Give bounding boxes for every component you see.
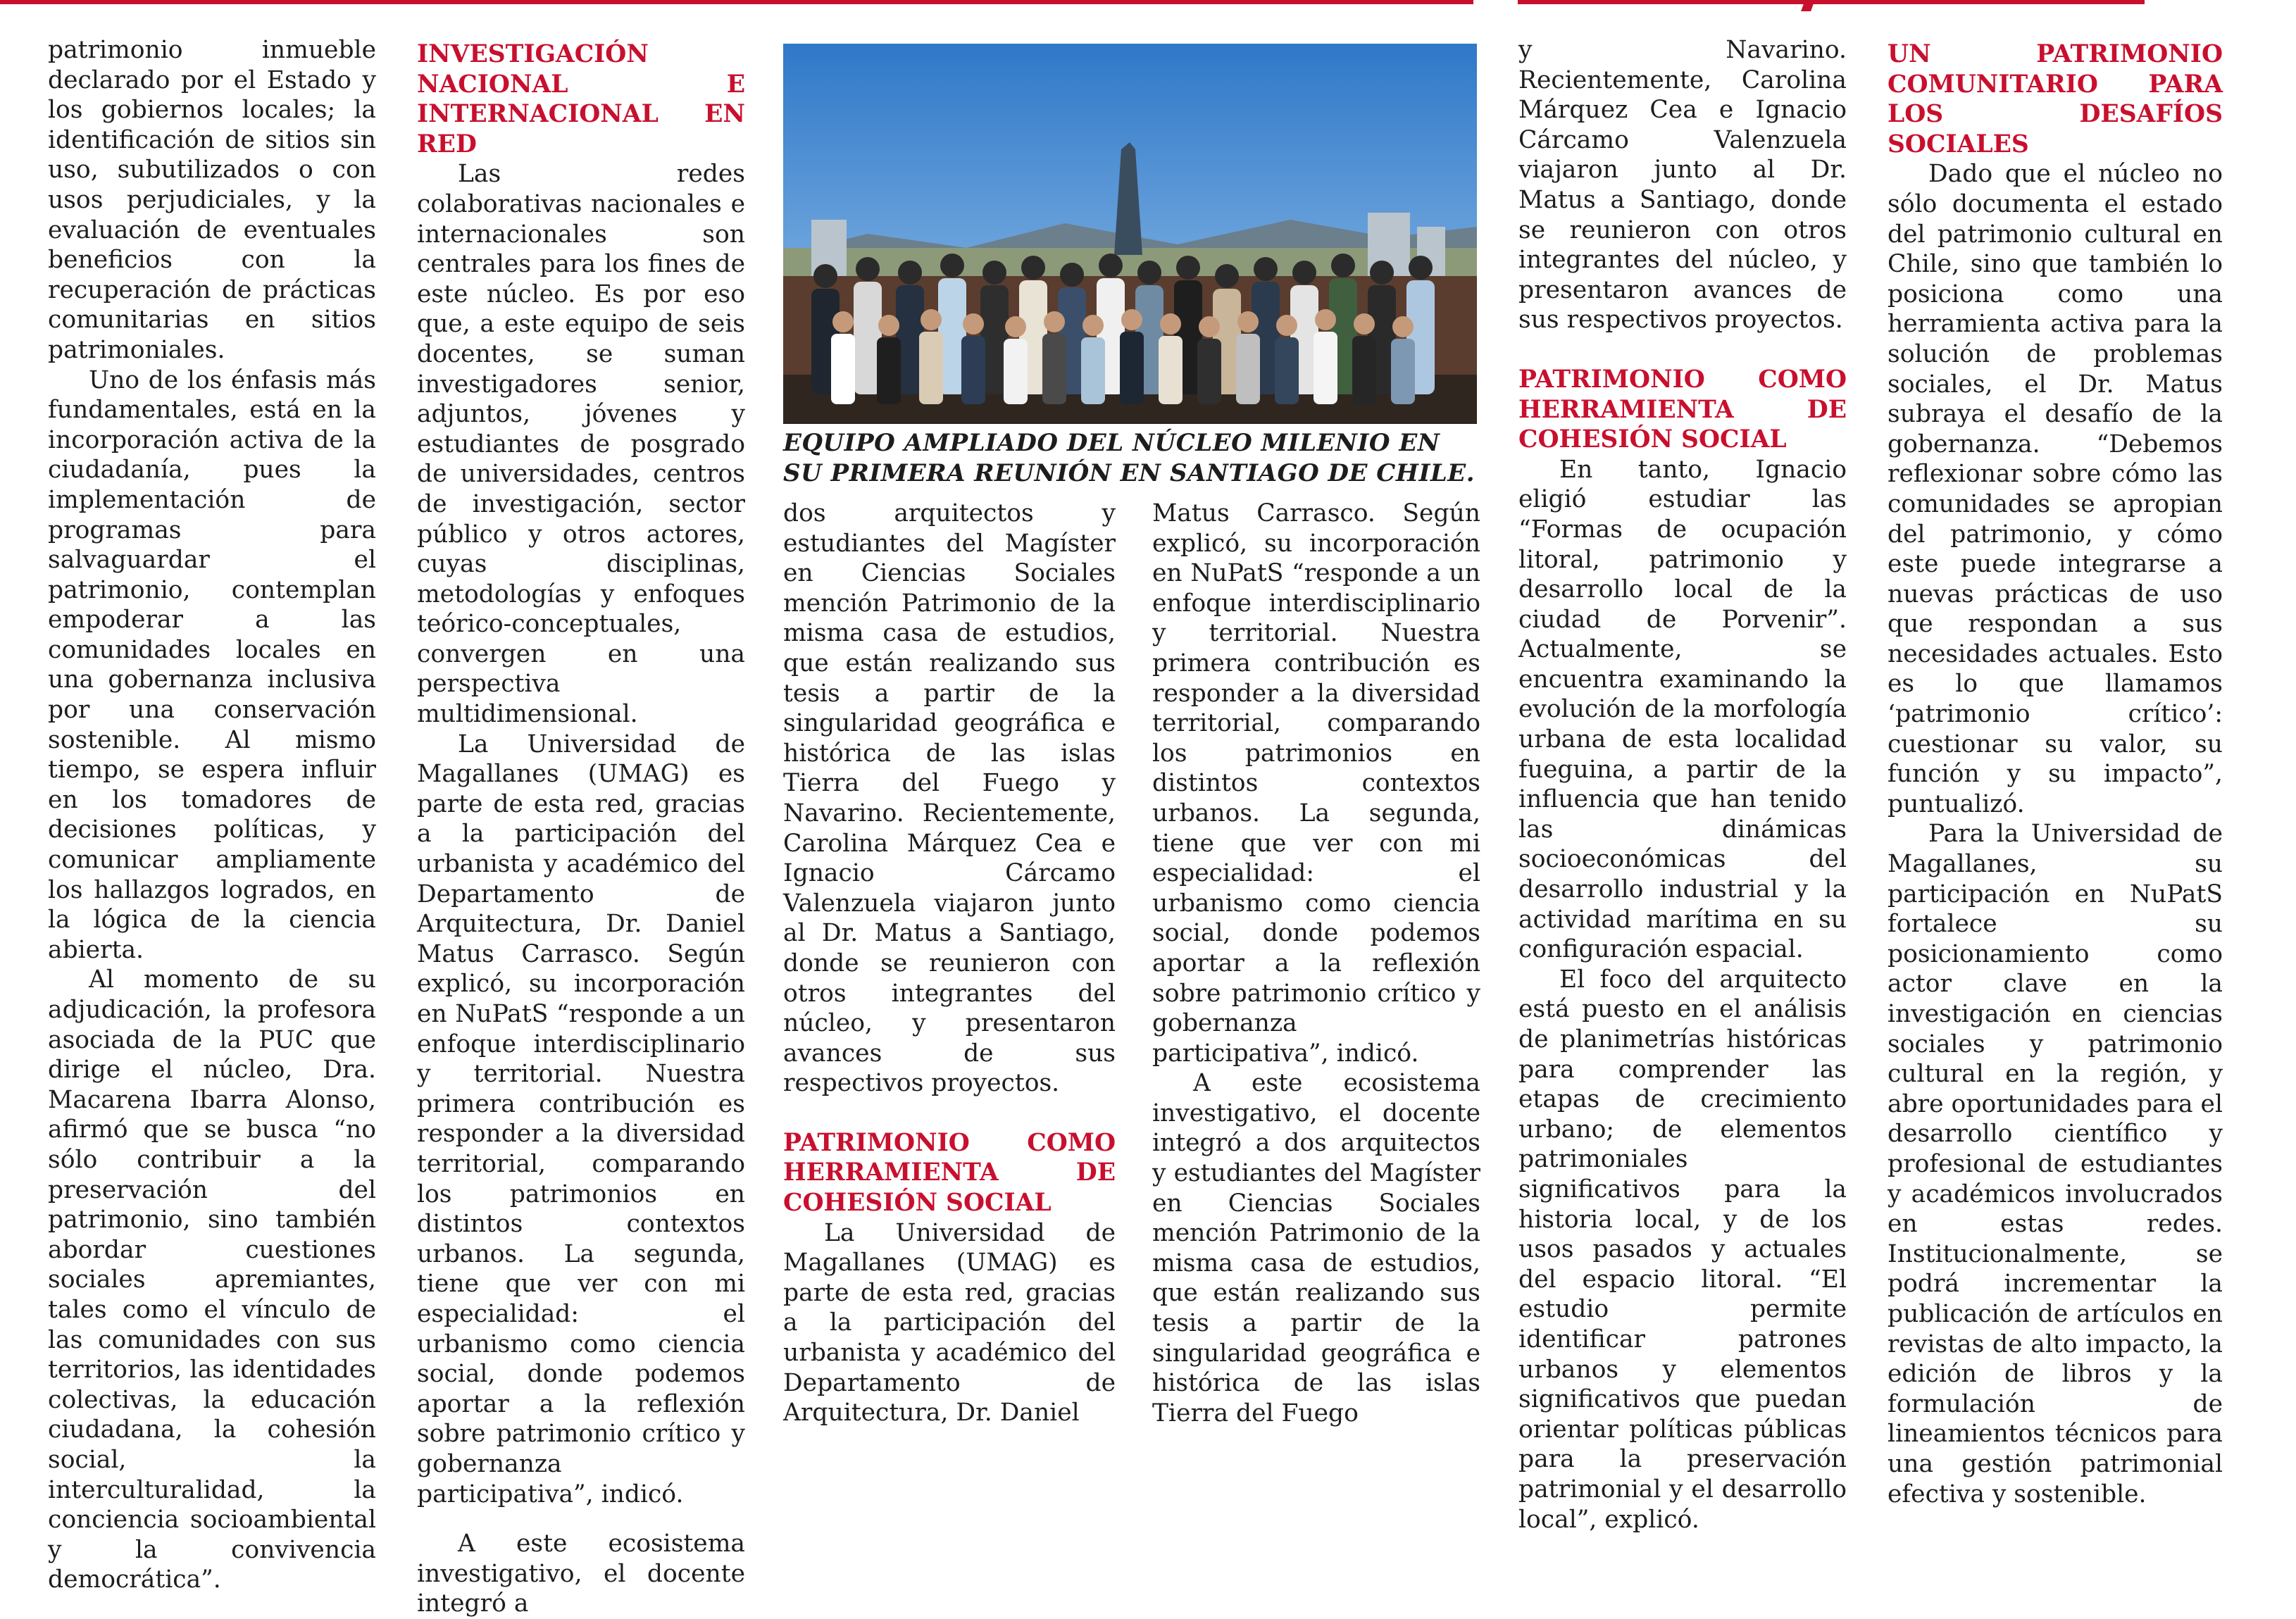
paragraph: En tanto, Ignacio eligió estudiar las “Formas de ocupación litoral, patrimonio y desarrollo local de la ciudad de Porvenir”. Actualmente, se encuentra examinando la evolución de la morfología urbana de esta localidad fueguina, a partir de la influencia que han tenido las dinámicas socioeconómicas del desarrollo industrial y la actividad marítima en su configuración espacial. xyxy=(1518,455,1847,964)
section-heading: INVESTIGACIÓN NACIONAL E INTERNACIONAL EN RED xyxy=(417,40,745,158)
paragraph: Para la Universidad de Magallanes, su participación en NuPatS fortalece su posicionamiento como actor clave en la investigación en ciencias sociales y patrimonio cultural en la región, y abre oportunidades para el desarrollo científico y profesional de estudiantes y académicos involucrados en estas redes. Institucionalmente, se podrá incrementar la publicación de artículos en revistas de alto impacto, la edición de libros y la formulación de lineamientos técnicos para una gestión patrimonial efectiva y sostenible. xyxy=(1888,820,2223,1508)
paragraph: Al momento de su adjudicación, la profesora asociada de la PUC que dirige el núcleo, Dra. Macarena Ibarra Alonso, afirmó que se busca “no sólo contribuir a la preservación del patrimonio, sino también abordar cuestiones sociales apremiantes, tales como el vínculo de las comunidades con sus territorios, las identidades colectivas, la educación ciudadana, la cohesión social, la interculturalidad, la conciencia socioambiental y la convivencia democrática”. xyxy=(48,965,376,1594)
paragraph: La Universidad de Magallanes (UMAG) es parte de esta red, gracias a la participación del urbanista y académico del Departamento de Arquitectura, Dr. Daniel xyxy=(783,1218,1116,1427)
paragraph: Las redes colaborativas nacionales e internacionales son centrales para los fines de este núcleo. Es por eso que, a este equipo de seis docentes, se suman investigadores senior, adjuntos, jóvenes y estudiantes de posgrado de universidades, centros de investigación, sector público y otros actores, cuyas disciplinas, metodologías y enfoques teórico-conceptuales, convergen en una perspectiva multidimensional. xyxy=(417,160,745,729)
paragraph: dos arquitectos y estudiantes del Magíster en Ciencias Sociales mención Patrimonio de la misma casa de estudios, que están realizando sus tesis a partir de la singularidad geográfica e histórica de las islas Tierra del Fuego y Navarino. Recientemente, Carolina Márquez Cea e Ignacio Cárcamo Valenzuela viajaron junto al Dr. Matus a Santiago, donde se reunieron con otros integrantes del núcleo, y presentaron avances de sus respectivos proyectos. xyxy=(783,499,1116,1098)
section-heading: PATRIMONIO COMO HERRAMIENTA DE COHESIÓN SOCIAL xyxy=(1518,365,1847,454)
paragraph: A este ecosistema investigativo, el docente integró a xyxy=(417,1530,745,1618)
paragraph: La Universidad de Magallanes (UMAG) es parte de esta red, gracias a la participación del urbanista y académico del Departamento de Arquitectura, Dr. Daniel Matus Carrasco. Según explicó, su incorporación en NuPatS “responde a un enfoque interdisciplinario y territorial. Nuestra primera contribución es responder a la diversidad territorial, comparando los patrimonios en distintos contextos urbanos. La segunda, tiene que ver con mi especialidad: el urbanismo como ciencia social, donde podemos aportar a la reflexión sobre patrimonio crítico y gobernanza participativa”, indicó. xyxy=(417,730,745,1508)
paragraph: Uno de los énfasis más fundamentales, está en la incorporación activa de la ciudadanía, pues la implementación de programas para salvaguardar el patrimonio, contemplan empoderar a las comunidades locales en una gobernanza inclusiva por una conservación sostenible. Al mismo tiempo, se espera influir en los tomadores de decisiones políticas, y comunicar ampliamente los hallazgos logrados, en la lógica de la ciencia abierta. xyxy=(48,365,376,964)
paragraph: A este ecosistema investigativo, el docente integró a dos arquitectos y estudiantes del Magíster en Ciencias Sociales mención Patrimonio de la misma casa de estudios, que están realizando sus tesis a partir de la singularidad geográfica e histórica de las islas Tierra del Fuego xyxy=(1152,1069,1480,1427)
paragraph: patrimonio inmueble declarado por el Estado y los gobiernos locales; la identificación de sitios sin uso, subutilizados o con usos perjudiciales, y la evaluación de eventuales beneficios con la recuperación de prácticas comunitarias en sitios patrimoniales. xyxy=(48,36,376,364)
article-column-6 xyxy=(1888,39,2223,1509)
article-column-2 xyxy=(417,39,745,1619)
article-column-3 xyxy=(783,499,1116,1428)
section-heading: PATRIMONIO COMO HERRAMIENTA DE COHESIÓN SOCIAL xyxy=(783,1128,1116,1218)
group-photo xyxy=(783,44,1477,424)
group-photo-illustration xyxy=(783,44,1477,424)
article-column-1 xyxy=(48,35,376,1595)
paragraph: Matus Carrasco. Según explicó, su incorporación en NuPatS “responde a un enfoque interdisciplinario y territorial. Nuestra primera contribución es responder a la diversidad territorial, comparando los patrimonios en distintos contextos urbanos. La segunda, tiene que ver con mi especialidad: el urbanismo como ciencia social, donde podemos aportar a la reflexión sobre patrimonio crítico y gobernanza participativa”, indicó. xyxy=(1152,499,1480,1068)
paragraph: Dado que el núcleo no sólo documenta el estado del patrimonio cultural en Chile, sino que también lo posiciona como una herramienta activa para la solución de problemas sociales, el Dr. Matus subraya el desafío de la gobernanza. “Debemos reflexionar sobre cómo las comunidades se apropian del patrimonio, y cómo este puede integrarse a nuevas prácticas de uso que respondan a sus necesidades actuales. Esto es lo que llamamos ‘patrimonio crítico’: cuestionar su valor, su función y su impacto”, puntualizó. xyxy=(1888,160,2223,818)
paragraph: y Navarino. Recientemente, Carolina Márquez Cea e Ignacio Cárcamo Valenzuela viajaron junto al Dr. Matus a Santiago, donde se reunieron con otros integrantes del núcleo, y presentaron avances de sus respectivos proyectos. xyxy=(1518,36,1847,335)
top-rule-left xyxy=(0,0,1473,4)
photo-caption: EQUIPO AMPLIADO DEL NÚCLEO MILENIO EN SU PRIMERA REUNIÓN EN SANTIAGO DE CHILE. xyxy=(783,429,1475,487)
top-rule-right xyxy=(1518,0,2145,4)
article-column-5 xyxy=(1518,35,1847,1534)
paragraph: El foco del arquitecto está puesto en el análisis de planimetrías históricas para comprender las etapas de crecimiento urbano; de elementos patrimoniales significativos para la historia local, y de los usos pasados y actuales del espacio litoral. “El estudio permite identificar patrones urbanos y elementos significativos que puedan orientar políticas públicas para la preservación patrimonial y el desarrollo local”, explicó. xyxy=(1518,965,1847,1534)
article-column-4 xyxy=(1152,499,1480,1428)
section-heading: UN PATRIMONIO COMUNITARIO PARA LOS DESAFÍOS SOCIALES xyxy=(1888,40,2223,158)
